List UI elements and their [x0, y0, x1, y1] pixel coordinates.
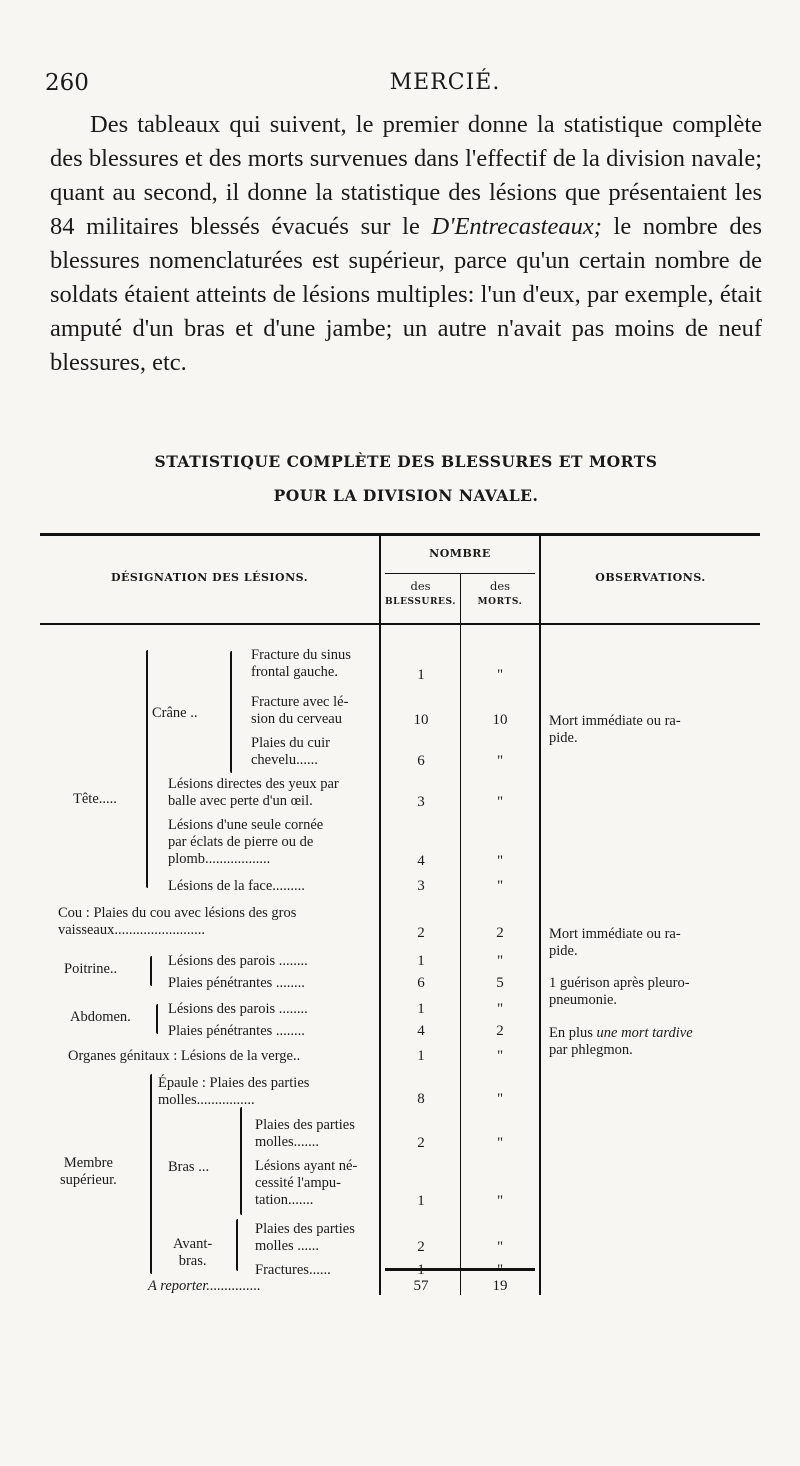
header-blessures: des BLESSURES.	[384, 579, 457, 607]
row-blessures: 6	[417, 753, 425, 769]
group-bras: Bras ...	[168, 1159, 210, 1175]
row-label: Fractures......	[255, 1262, 331, 1278]
row-blessures: 1	[417, 1048, 425, 1064]
nombre-rule	[385, 573, 535, 574]
row-blessures: 8	[417, 1091, 425, 1107]
page-number: 260	[45, 70, 89, 96]
row-morts: "	[496, 1091, 504, 1107]
group-crane: Crâne ..	[152, 705, 198, 721]
row-blessures: 2	[417, 925, 425, 941]
row-morts: "	[496, 1262, 504, 1278]
row-blessures: 1	[417, 1193, 425, 1209]
statistics-table	[40, 533, 760, 1295]
header-morts: des MORTS.	[477, 579, 523, 607]
row-blessures: 4	[417, 1023, 425, 1039]
row-label: Fracture avec lé- sion du cerveau	[251, 694, 349, 727]
row-morts: "	[496, 878, 504, 894]
brace-bras	[240, 1107, 242, 1215]
row-blessures: 2	[417, 1239, 425, 1255]
row-blessures: 1	[417, 1001, 425, 1017]
row-morts: "	[496, 953, 504, 969]
group-membre-superieur: Membre supérieur.	[60, 1155, 117, 1188]
row-blessures: 10	[413, 712, 429, 728]
intro-text-b: le nombre des blessures nomenclaturées est supérieur, parce qu'un certain nombre de soldats étaient atteints de lésions multiples: l'un d'eux, par exemple, était amputé d'un bras et d'une jambe; un autre n'avait pas moins de neuf blessures, etc.	[50, 213, 763, 376]
row-label: Plaies du cuir chevelu......	[251, 735, 330, 768]
row-label: Plaies pénétrantes ........	[168, 975, 305, 991]
observation-cou: Mort immédiate ou ra- pide.	[549, 926, 681, 959]
row-label: Épaule : Plaies des parties molles................	[158, 1075, 310, 1108]
intro-text-a: Des tableaux qui suivent, le premier donne la statistique complète des blessures et des morts survenues dans l'effectif de la division navale; quant au second, il donne la statistique des lésions que présentaient les 84 militaires blessés évacués sur le	[50, 111, 762, 240]
row-label: Lésions ayant né- cessité l'ampu- tation.......	[255, 1158, 358, 1208]
table-caption-line2: POUR LA DIVISION NAVALE.	[273, 486, 539, 505]
row-label: Lésions directes des yeux par balle avec perte d'un œil.	[168, 776, 339, 809]
group-avant-bras: Avant- bras.	[173, 1236, 213, 1269]
row-label: Lésions de la face.........	[168, 878, 305, 894]
col-rule-1	[379, 533, 381, 1295]
row-morts: "	[496, 853, 504, 869]
row-blessures: 1	[417, 667, 425, 683]
total-label: A reporter...............	[148, 1278, 261, 1294]
row-morts: 5	[496, 975, 504, 991]
table-top-rule	[40, 533, 760, 536]
observation-abdomen: En plus une mort tardive par phlegmon.	[549, 1025, 693, 1058]
table-caption-line1: STATISTIQUE COMPLÈTE DES BLESSURES ET MORTS	[154, 452, 658, 471]
row-morts: 2	[496, 925, 504, 941]
row-morts: "	[496, 794, 504, 810]
row-label: Lésions des parois ........	[168, 1001, 308, 1017]
row-morts: "	[496, 1239, 504, 1255]
row-blessures: 6	[417, 975, 425, 991]
row-morts: "	[496, 1193, 504, 1209]
header-rule	[40, 623, 760, 625]
observation-crane: Mort immédiate ou ra- pide.	[549, 713, 681, 746]
total-morts: 19	[492, 1278, 508, 1294]
row-morts: "	[496, 1001, 504, 1017]
group-tete: Tête.....	[73, 791, 117, 807]
total-blessures: 57	[413, 1278, 429, 1294]
brace-avant-bras	[236, 1219, 238, 1271]
row-morts: 10	[492, 712, 508, 728]
brace-poitrine	[150, 956, 152, 986]
row-blessures: 4	[417, 853, 425, 869]
row-label: Plaies des parties molles ......	[255, 1221, 355, 1254]
group-poitrine: Poitrine..	[64, 961, 118, 977]
header-observations: OBSERVATIONS.	[595, 571, 706, 584]
row-morts: "	[496, 753, 504, 769]
group-abdomen: Abdomen.	[70, 1009, 131, 1025]
brace-abdomen	[156, 1004, 158, 1034]
row-morts: "	[496, 1135, 504, 1151]
col-rule-3	[539, 533, 541, 1295]
row-blessures: 1	[417, 953, 425, 969]
header-nombre: NOMBRE	[429, 547, 491, 560]
brace-crane	[230, 651, 232, 773]
row-label: Organes génitaux : Lésions de la verge..	[68, 1048, 301, 1064]
intro-paragraph	[50, 108, 762, 380]
header-designation: DÉSIGNATION DES LÉSIONS.	[110, 571, 309, 584]
row-label: Plaies pénétrantes ........	[168, 1023, 305, 1039]
running-head: MERCIÉ.	[389, 70, 501, 95]
brace-tete	[146, 650, 148, 888]
row-label: Cou : Plaies du cou avec lésions des gros vaisseaux.........................	[58, 905, 297, 938]
page-header	[45, 70, 745, 106]
row-label: Fracture du sinus frontal gauche.	[251, 647, 351, 680]
row-label: Lésions des parois ........	[168, 953, 308, 969]
row-blessures: 1	[417, 1262, 425, 1278]
row-morts: "	[496, 667, 504, 683]
row-blessures: 3	[417, 878, 425, 894]
row-label: Plaies des parties molles.......	[255, 1117, 355, 1150]
row-label: Lésions d'une seule cornée par éclats de pierre ou de plomb..................	[168, 817, 324, 867]
ship-name: D'Entrecasteaux;	[431, 213, 602, 240]
row-blessures: 3	[417, 794, 425, 810]
row-morts: 2	[496, 1023, 504, 1039]
brace-membre-superieur	[150, 1074, 152, 1274]
row-blessures: 2	[417, 1135, 425, 1151]
observation-poitrine: 1 guérison après pleuro- pneumonie.	[549, 975, 690, 1008]
row-morts: "	[496, 1048, 504, 1064]
